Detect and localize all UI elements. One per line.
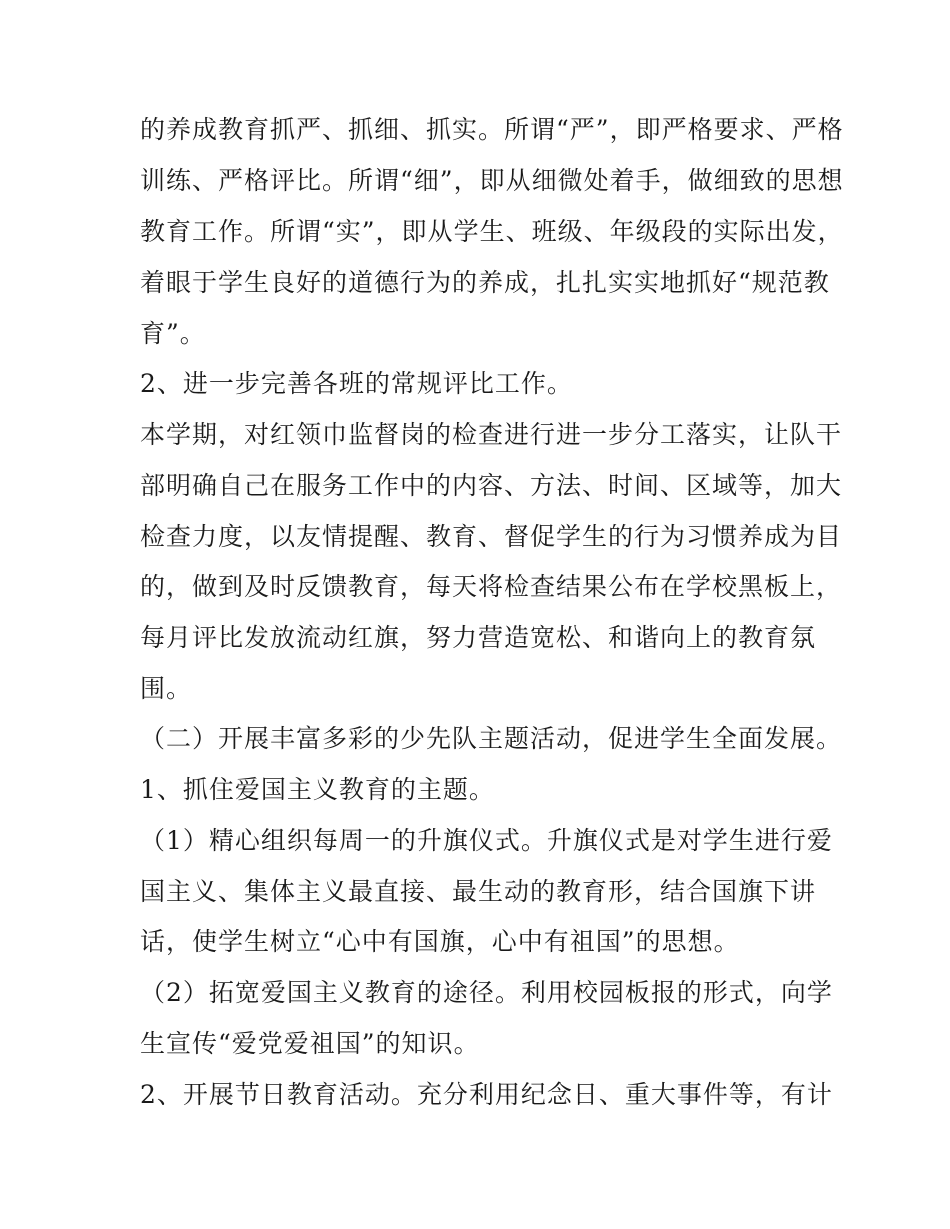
text-line: 育”。: [140, 319, 206, 348]
text-line: 部明确自己在服务工作中的内容、方法、时间、区域等，加大: [140, 471, 843, 500]
text-line: 2、进一步完善各班的常规评比工作。: [140, 369, 573, 398]
text-line: 的，做到及时反馈教育，每天将检查结果公布在学校黑板上，: [140, 572, 843, 601]
text-line: 1、抓住爱国主义教育的主题。: [140, 775, 495, 804]
text-line: 的养成教育抓严、抓细、抓实。所谓“严”，即严格要求、严格: [140, 115, 844, 144]
text-line: 生宣传“爱党爱祖国”的知识。: [140, 1029, 480, 1058]
text-line: 本学期，对红领巾监督岗的检查进行进一步分工落实，让队干: [140, 420, 843, 449]
text-line: 训练、严格评比。所谓“细”，即从细微处着手，做细致的思想: [140, 166, 844, 195]
text-line: 话，使学生树立“心中有国旗，心中有祖国”的思想。: [140, 927, 740, 956]
text-line: 围。: [140, 674, 193, 703]
text-line: 国主义、集体主义最直接、最生动的教育形，结合国旗下讲: [140, 877, 817, 906]
text-line: （1）精心组织每周一的升旗仪式。升旗仪式是对学生进行爱: [140, 826, 833, 855]
section-heading: （二）开展丰富多彩的少先队主题活动，促进学生全面发展。: [140, 724, 843, 753]
text-line: 着眼于学生良好的道德行为的养成，扎扎实实地抓好“规范教: [140, 268, 830, 297]
text-line: 每月评比发放流动红旗，努力营造宽松、和谐向上的教育氛: [140, 623, 817, 652]
text-line: 教育工作。所谓“实”，即从学生、班级、年级段的实际出发，: [140, 217, 844, 246]
text-line: （2）拓宽爱国主义教育的途径。利用校园板报的形式，向学: [140, 978, 833, 1007]
text-line: 检查力度，以友情提醒、教育、督促学生的行为习惯养成为目: [140, 522, 843, 551]
text-line: 2、开展节日教育活动。充分利用纪念日、重大事件等，有计: [140, 1080, 833, 1109]
